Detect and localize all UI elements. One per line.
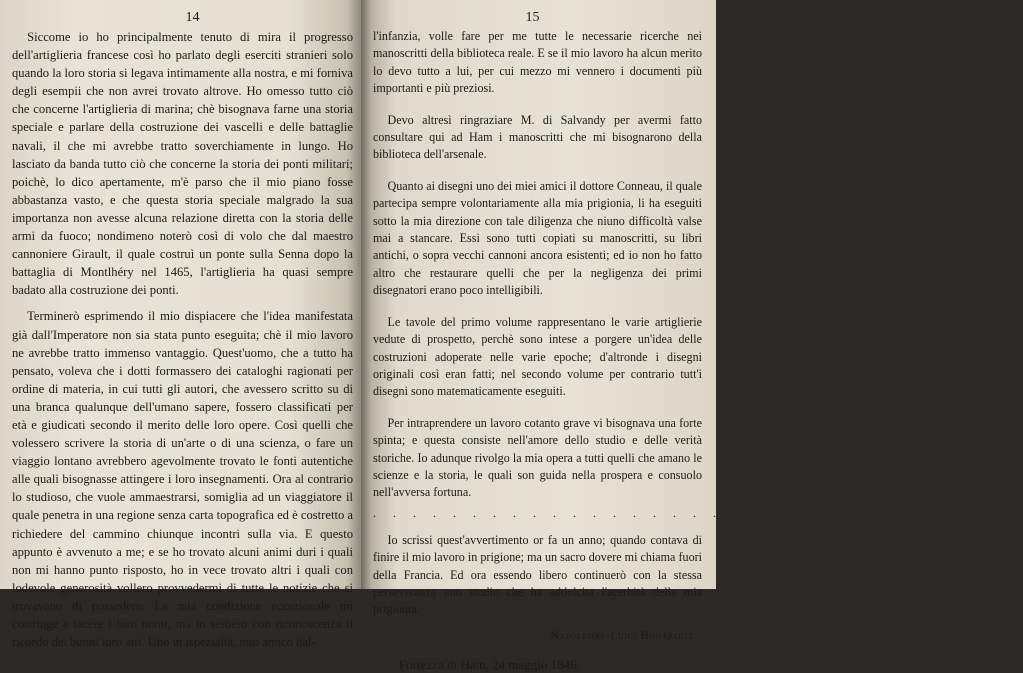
- place-date: Fortezza di Ham, 24 maggio 1846.: [399, 656, 580, 672]
- page-number: 14: [185, 10, 200, 25]
- signature: Napoleone-Luigi Bonaparte.: [550, 627, 698, 642]
- dotted-separator: . . . . . . . . . . . . . . . . . . . . . . . . . . . . . . . . .: [373, 505, 1023, 520]
- paragraph: l'infanzia, volle fare per me tutte le necessarie ricerche nei manoscritti della biblioteca reale. E se il mio lavoro ha alcun merito lo devo tutto a lui, per cui mezzo mi vennero i documenti più importanti e più preziosi.: [373, 29, 702, 96]
- paragraph: Devo altresì ringraziare M. di Salvandy per avermi fatto consultare qui ad Ham i manoscritti che mi bisognarono della biblioteca dell'arsenale.: [373, 112, 702, 162]
- paragraph: Siccome io ho principalmente tenuto di mira il progresso dell'artiglieria francese così ho parlato degli eserciti stranieri solo quando la loro storia si legava intimamente alla nostra, e mi forniva degli esempii che non avrei trovato altrove. Ho omesso tutto ciò che concerne l'artiglieria di marina; chè bisognava farne una storia speciale e parlare della costruzione dei vascelli e delle battaglie navali, il che mi avrebbe tratto soverchiamente in lungo. Ho lasciato da banda tutto ciò che concerne la storia dei ponti militari; poichè, lo dico apertamente, m'è parso che il mio piano fosse abbastanza vasto, e che questa storia speciale malgrado la sua importanza non avesse alcuna relazione diretta con la storia delle armi da fuoco; nondimeno noterò così di volo che dal maestro cannoniere Girault, il quale costruì un ponte sulla Senna dopo la battaglia di Montlhéry nel 1465, l'artiglieria ha quasi sempre badato alla costruzione dei ponti.: [12, 30, 353, 298]
- left-page-body: [12, 28, 353, 651]
- right-page: [361, 0, 1023, 672]
- paragraph: Per intraprendere un lavoro cotanto grave vi bisognava una forte spinta; e questa consiste nell'amore dello studio e delle verità storiche. Io adunque rivolgo la mia opera a tutti quelli che amano le scienze e la storia, le quali son guida nella prospera e consuolo nell'avversa fortuna.: [373, 415, 702, 500]
- right-page-body: [373, 28, 1023, 673]
- paragraph: Quanto ai disegni uno dei miei amici il dottore Conneau, il quale partecipa sempre volontariamente alla mia prigionia, li ha eseguiti sotto la mia direzione con tale diligenza che niuno difficoltà valse mai a stancare. Essi sono tutti copiati su manoscritti, su libri antichi, o sopra vecchi cannoni ancora esistenti; ed io non ho fatto altro che restaurare quelli che per la negligenza dei primi disegnatori erano poco intelligibili.: [373, 178, 702, 298]
- page-number: 15: [525, 10, 540, 25]
- paragraph: Io scrissi quest'avvertimento or fa un anno; quando contava di finire il mio lavoro in prigione; ma un sacro dovere mi chiama fuori della Francia. Ed ora essendo libero continuerò con la stessa perseveranza uno studio che ha addolcita l'acerbità della mia prigionia.: [373, 532, 702, 617]
- left-page: [0, 0, 361, 650]
- paragraph: Le tavole del primo volume rappresentano le varie artiglierie vedute di prospetto, perchè sono intese a porgere un'idea delle costruzioni adoperate nelle varie epoche; d'altronde i disegni originali così eran fatti; nel secondo volume per contrario tutt'i disegni sono matematicamente eseguiti.: [373, 314, 702, 399]
- paragraph: Terminerò esprimendo il mio dispiacere che l'idea manifestata già dall'Imperatore non sia stata punto eseguita; chè il mio lavoro ne avrebbe tratto immenso vantaggio. Quest'uomo, che a tutto ha pensato, voleva che i dotti formassero dei cataloghi ragionati per ordine di materia, in cui tutti gli autori, che avessero scritto su di una branca qualunque dell'umano sapere, fossero classificati per età e giudicati secondo il merito delle loro opere. Così quelli che volessero scrivere la storia di un'arte o di una scienza, o fare un viaggio lontano avrebbero agevolmente trovato le fonti autentiche alle quali bisognasse attingere i loro insegnamenti. Ora al contrario lo studioso, che vuole ammaestrarsi, somiglia ad un viaggiatore il quale penetra in una regione senza carta topografica ed è costretto a richiedere del cammino chiunque incontri sulla via. E questo appunto è avvenuto a me; e se ho trovato alcuni animi duri i quali non mi hanno punto risposto, ho in vece trovato altri i quali con lodevole generosità vollero provvedermi di tutte le notizie che si trovavano di possedere. La mia condizione eccezionale mi costringe a tacere i loro nomi, ma io serberò con riconoscenza il ricordo dei buoni loro atti. Uno in ispezialtà, mio amico dal-: [12, 309, 353, 650]
